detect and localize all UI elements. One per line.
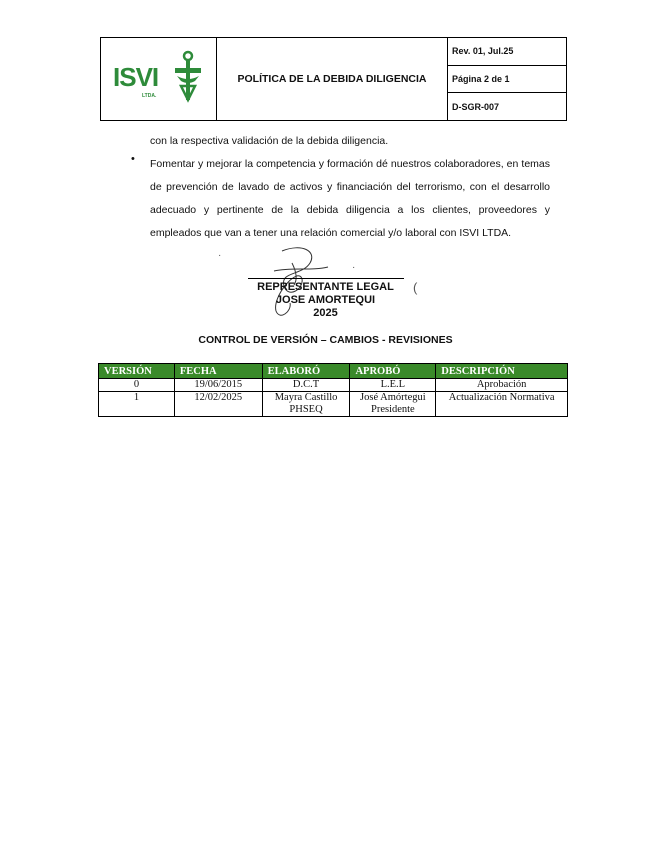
revision-label: Rev. 01, Jul.25 <box>448 38 566 66</box>
col-header: FECHA <box>174 364 262 379</box>
table-cell: José Amórtegui Presidente <box>350 392 436 417</box>
document-header <box>100 37 567 121</box>
table-cell: L.E.L <box>350 379 436 392</box>
company-logo <box>101 38 217 120</box>
page-label: Página 2 de 1 <box>448 66 566 94</box>
table-cell: Mayra Castillo PHSEQ <box>262 392 350 417</box>
signature-role: REPRESENTANTE LEGAL <box>257 281 394 293</box>
document-meta <box>448 38 566 120</box>
col-header: APROBÓ <box>350 364 436 379</box>
ink-mark: · <box>352 262 356 273</box>
document-title: POLÍTICA DE LA DEBIDA DILIGENCIA <box>217 38 448 120</box>
paragraph-continuation: con la respectiva validación de la debida diligencia. <box>150 135 389 147</box>
paragraph-bullet: Fomentar y mejorar la competencia y formación dé nuestros colaboradores, en temas de prevención de lavado de activos y financiación del terrorismo, con el desarrollo adecuado y pertinente de la debida diligencia a los clientes, proveedores y empleados que van a tener una relación comercial y/o laboral con ISVI LTDA. <box>150 158 550 239</box>
bullet-icon: • <box>131 153 135 165</box>
table-cell: 12/02/2025 <box>174 392 262 417</box>
table-cell: 1 <box>99 392 175 417</box>
caduceus-icon <box>171 50 205 105</box>
col-header: DESCRIPCIÓN <box>436 364 568 379</box>
col-header: ELABORÓ <box>262 364 350 379</box>
table-header-row <box>99 364 568 379</box>
table-cell: 0 <box>99 379 175 392</box>
signature-line <box>248 278 404 279</box>
table-cell: Aprobación <box>436 379 568 392</box>
ink-mark: ( <box>413 280 418 295</box>
table-row <box>99 392 568 417</box>
table-cell: 19/06/2015 <box>174 379 262 392</box>
table-row <box>99 379 568 392</box>
version-table <box>98 363 568 417</box>
signature-name: JOSE AMORTEQUI <box>275 294 376 306</box>
document-code: D-SGR-007 <box>452 101 500 112</box>
version-control-title: CONTROL DE VERSIÓN – CAMBIOS - REVISIONES <box>198 334 453 346</box>
col-header: VERSIÓN <box>99 364 175 379</box>
table-cell: D.C.T <box>262 379 350 392</box>
logo-text: ISVI <box>113 62 159 92</box>
table-cell: Actualización Normativa <box>436 392 568 417</box>
signature-year: 2025 <box>313 307 338 319</box>
ink-mark: · <box>218 250 222 261</box>
logo-sub: LTDA. <box>142 93 157 99</box>
